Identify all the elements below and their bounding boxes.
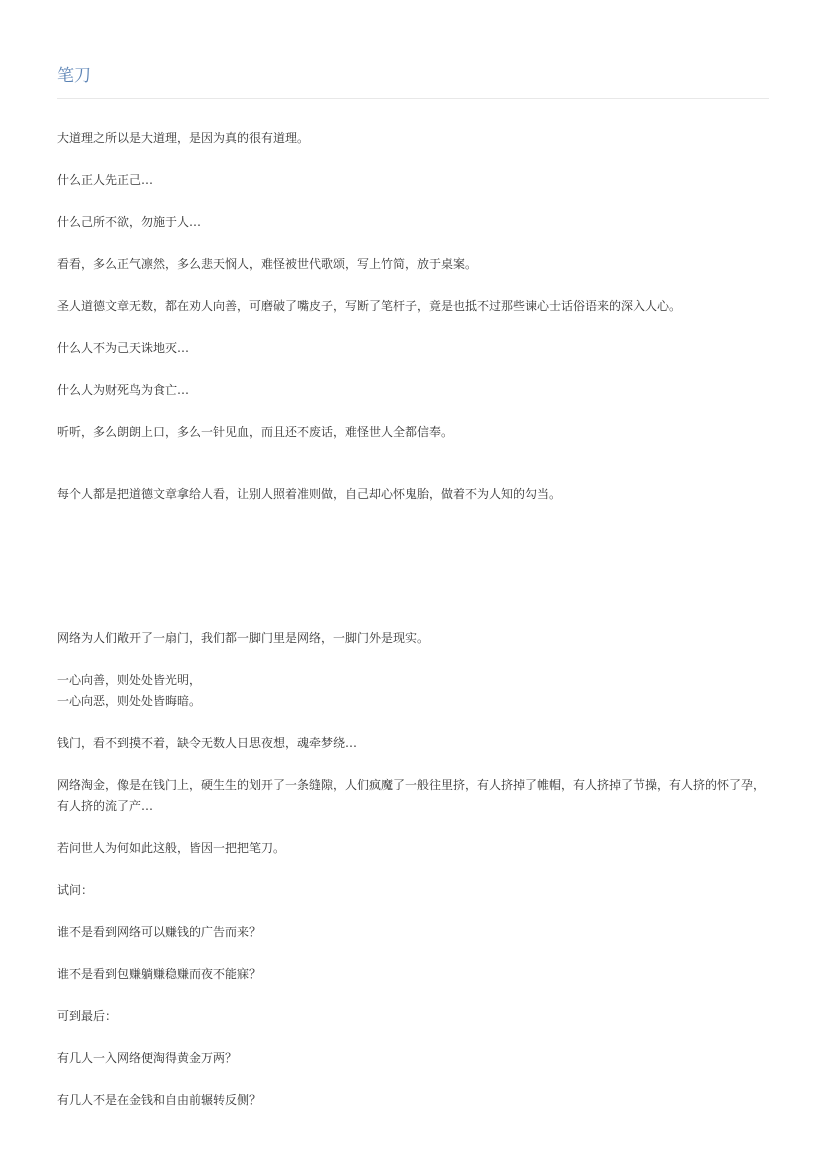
paragraph: 谁不是看到网络可以赚钱的广告而来？: [57, 925, 262, 939]
paragraph: 什么正人先正己…: [57, 173, 154, 187]
paragraph: 什么人不为己天诛地灭…: [57, 341, 190, 355]
paragraph: 若问世人为何如此这般，皆因一把把笔刀。: [57, 841, 286, 855]
paragraph: 一心向善，则处处皆光明，: [57, 673, 202, 687]
title-divider: [57, 98, 769, 99]
paragraph: 听听，多么朗朗上口，多么一针见血，而且还不废话，难怪世人全都信奉。: [57, 425, 454, 439]
paragraph: 钱门，看不到摸不着，缺令无数人日思夜想，魂牵梦绕…: [57, 736, 358, 750]
paragraph: 有几人不是在金钱和自由前辗转反侧？: [57, 1093, 262, 1107]
paragraph: 什么人为财死鸟为食亡…: [57, 383, 190, 397]
paragraph: 有几人一入网络便淘得黄金万两？: [57, 1051, 238, 1065]
paragraph: 可到最后：: [57, 1009, 118, 1023]
paragraph: 看看，多么正气凛然，多么悲天悯人，难怪被世代歌颂，写上竹简，放于桌案。: [57, 257, 478, 271]
paragraph: 什么己所不欲，勿施于人…: [57, 215, 202, 229]
paragraph: 大道理之所以是大道理，是因为真的很有道理。: [57, 131, 310, 145]
paragraph: 谁不是看到包赚躺赚稳赚而夜不能寐？: [57, 967, 262, 981]
paragraph: 网络淘金，像是在钱门上，硬生生的划开了一条缝隙，人们疯魔了一般往里挤，有人挤掉了帷帽，有人挤掉了节操，有人挤的怀了孕，有人挤的流了产…: [57, 778, 766, 813]
paragraph: 网络为人们敞开了一扇门，我们都一脚门里是网络，一脚门外是现实。: [57, 631, 430, 645]
paragraph: 一心向恶，则处处皆晦暗。: [57, 694, 202, 708]
article-title: 笔刀: [57, 66, 91, 86]
paragraph: 试问：: [57, 883, 94, 897]
paragraph: 圣人道德文章无数，都在劝人向善，可磨破了嘴皮子，写断了笔杆子，竟是也抵不过那些谏心士话俗语来的深入人心。: [57, 299, 682, 313]
paragraph: 每个人都是把道德文章拿给人看，让别人照着准则做，自己却心怀鬼胎，做着不为人知的勾当。: [57, 487, 562, 501]
